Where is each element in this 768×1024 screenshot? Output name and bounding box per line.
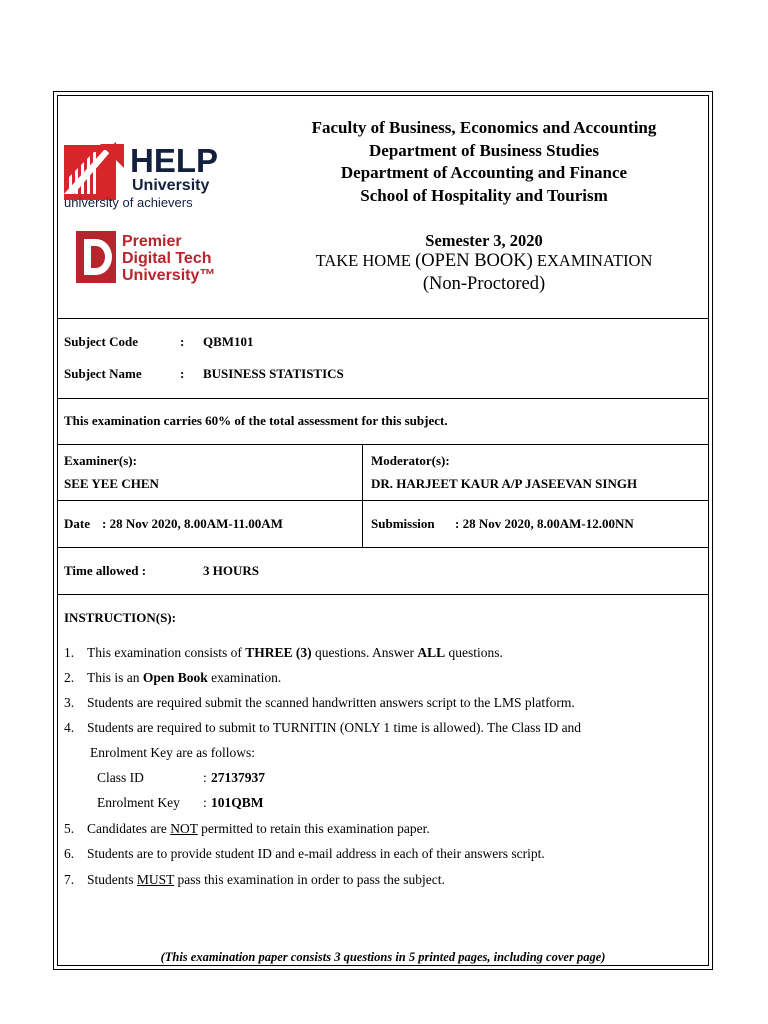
subject-name-value: BUSINESS STATISTICS [203,366,344,381]
instruction-7-num: 7. [64,872,75,887]
pdtu-d-logo-icon [74,229,224,287]
instruction-3: Students are required submit the scanned handwritten answers script to the LMS platform. [87,695,575,710]
faculty-line: Faculty of Business, Economics and Accounting [311,118,657,137]
divider [57,318,709,319]
enrolment-key-value: 101QBM [211,795,264,810]
subject-code-value: QBM101 [203,334,254,349]
instructions-title: INSTRUCTION(S): [64,610,176,625]
instruction-2: This is an Open Book examination. [87,670,282,685]
instruction-1: This examination consists of THREE (3) questions. Answer ALL questions. [87,645,503,660]
help-university-text: University [132,177,210,194]
subject-code-label: Subject Code [64,334,139,349]
date-value: : 28 Nov 2020, 8.00AM-11.00AM [102,516,283,531]
column-divider [362,444,363,547]
instruction-6-num: 6. [64,846,75,861]
faculty-line: Department of Accounting and Finance [340,163,628,183]
instruction-1-num: 1. [64,645,75,660]
assessment-weight-note: This examination carries 60% of the total assessment for this subject. [64,413,448,428]
time-allowed-label: Time allowed : [64,563,147,578]
help-arrow-logo-icon [64,142,234,212]
faculty-heading [250,117,718,207]
date-label: Date [64,516,90,531]
enrolment-key-label: Enrolment Key [97,795,180,810]
instruction-4: Students are required to submit to TURNITIN (ONLY 1 time is allowed). The Class ID and [87,720,582,735]
examiner-label: Examiner(s): [64,453,137,468]
divider [57,398,709,399]
examiner-name: SEE YEE CHEN [64,476,159,491]
divider [57,547,709,548]
instruction-7: Students MUST pass this examination in order to pass the subject. [87,872,445,887]
divider [57,444,709,445]
divider [57,500,709,501]
class-id-sep: : [203,770,207,785]
proctoring-status: (Non-Proctored) [422,274,546,294]
instruction-4-cont: Enrolment Key are as follows: [90,745,255,760]
exam-type-post: EXAMINATION [532,251,653,270]
faculty-line: Department of Business Studies [369,140,599,160]
subject-name-label: Subject Name [64,366,142,381]
pdtu-line3: University™ [122,267,216,284]
instruction-6: Students are to provide student ID and e-mail address in each of their answers script. [87,846,545,861]
enrolment-key-sep: : [203,795,207,810]
instruction-3-num: 3. [64,695,75,710]
submission-label: Submission [371,516,435,531]
help-university-logo [64,142,234,212]
instruction-5: Candidates are NOT permitted to retain this examination paper. [87,821,430,836]
semester: Semester 3, 2020 [425,231,543,250]
subject-code-sep: : [180,334,185,349]
help-tagline: university of achievers [64,195,193,210]
exam-type-pre: TAKE HOME [315,251,416,270]
pdtu-line2: Digital Tech [122,250,212,267]
moderator-name: DR. HARJEET KAUR A/P JASEEVAN SINGH [371,476,638,491]
pdtu-line1: Premier [122,233,182,250]
help-brand-text: HELP [130,142,219,179]
class-id-value: 27137937 [211,770,265,785]
faculty-line: School of Hospitality and Tourism [360,185,608,205]
pdtu-logo [74,229,224,287]
class-id-label: Class ID [97,770,144,785]
instruction-4-num: 4. [64,720,75,735]
instruction-2-num: 2. [64,670,75,685]
exam-type [250,251,718,272]
instruction-5-num: 5. [64,821,75,836]
moderator-label: Moderator(s): [371,453,450,468]
divider [57,594,709,595]
time-allowed-value: 3 HOURS [203,563,259,578]
submission-value: : 28 Nov 2020, 8.00AM-12.00NN [455,516,634,531]
page-count-note: (This examination paper consists 3 questions in 5 printed pages, including cover page) [160,950,606,964]
exam-type-open-book: (OPEN BOOK) [415,251,533,271]
subject-name-sep: : [180,366,185,381]
